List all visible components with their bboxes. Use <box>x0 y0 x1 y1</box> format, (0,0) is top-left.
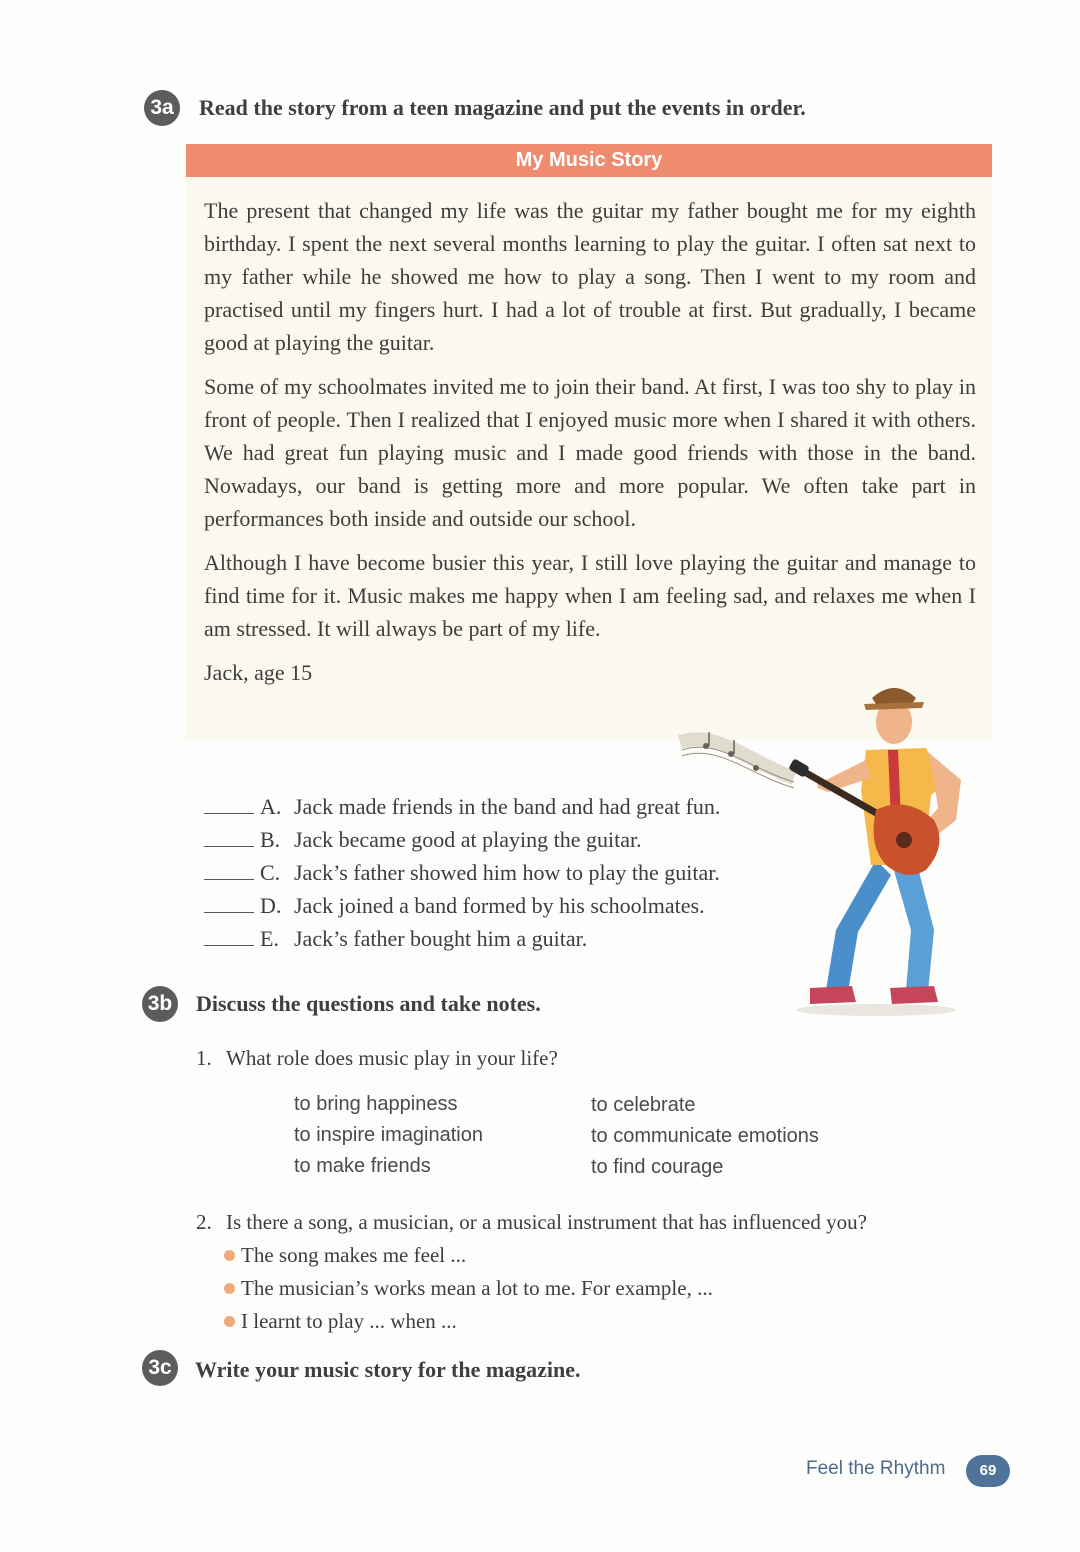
event-item <box>204 859 804 892</box>
event-letter: B. <box>260 827 281 852</box>
option-item: to inspire imagination <box>294 1124 483 1146</box>
event-text: Jack made friends in the band and had great fun. <box>294 794 721 819</box>
option-item: to celebrate <box>591 1094 696 1116</box>
story-paragraph: The present that changed my life was the guitar my father bought me for my eighth birthday. I spent the next several months learning to play the guitar. I often sat next to my father while he showed me how to play a song. Then I went to my room and practised until my fingers hurt. I had a lot of trouble at first. But gradually, I became good at playing the guitar. <box>204 198 976 355</box>
bullet-dot-icon <box>224 1250 235 1261</box>
bullet-dot-icon <box>224 1316 235 1327</box>
instruction-3c: Write your music story for the magazine. <box>195 1357 581 1382</box>
event-text: Jack’s father showed him how to play the guitar. <box>294 860 720 885</box>
prompt-item: The song makes me feel ... <box>224 1239 713 1272</box>
options-right <box>591 1090 819 1183</box>
event-list <box>204 793 804 958</box>
music-notes-icon <box>680 732 794 788</box>
question-number: 1. <box>196 1046 212 1070</box>
options-left <box>294 1089 483 1182</box>
event-item <box>204 793 804 826</box>
event-text: Jack joined a band formed by his schoolmates. <box>294 893 705 918</box>
answer-blank[interactable] <box>204 859 254 880</box>
prompt-item: I learnt to play ... when ... <box>224 1305 713 1338</box>
question-2 <box>196 1210 867 1235</box>
question-text: What role does music play in your life? <box>226 1046 558 1070</box>
instruction-3a: Read the story from a teen magazine and put the events in order. <box>199 95 806 120</box>
instruction-3b: Discuss the questions and take notes. <box>196 991 541 1016</box>
page-number: 69 <box>966 1455 1010 1487</box>
answer-blank[interactable] <box>204 925 254 946</box>
story-body <box>204 194 976 700</box>
event-letter: D. <box>260 893 282 918</box>
question-text: Is there a song, a musician, or a musical instrument that has influenced you? <box>226 1210 867 1234</box>
story-signature: Jack, age 15 <box>204 660 313 685</box>
option-item: to find courage <box>591 1156 724 1178</box>
story-paragraph: Although I have become busier this year, I still love playing the guitar and manage to find time for it. Music makes me happy when I am feeling sad, and relaxes me when I am stressed. It will always be part of my life. <box>204 550 976 641</box>
event-item <box>204 892 804 925</box>
answer-blank[interactable] <box>204 826 254 847</box>
option-item: to bring happiness <box>294 1093 458 1115</box>
event-item <box>204 826 804 859</box>
option-item: to make friends <box>294 1155 431 1177</box>
event-letter: A. <box>260 794 282 819</box>
option-item: to communicate emotions <box>591 1125 819 1147</box>
event-text: Jack became good at playing the guitar. <box>294 827 642 852</box>
event-item <box>204 925 804 958</box>
event-letter: E. <box>260 926 279 951</box>
answer-blank[interactable] <box>204 793 254 814</box>
question-number: 2. <box>196 1210 212 1234</box>
badge-3a: 3a <box>144 90 180 126</box>
answer-blank[interactable] <box>204 892 254 913</box>
story-title: My Music Story <box>186 144 992 177</box>
bullet-dot-icon <box>224 1283 235 1294</box>
unit-title: Feel the Rhythm <box>806 1458 946 1479</box>
event-letter: C. <box>260 860 281 885</box>
event-text: Jack’s father bought him a guitar. <box>294 926 588 951</box>
question-1 <box>196 1046 558 1071</box>
prompt-item: The musician’s works mean a lot to me. For example, ... <box>224 1272 713 1305</box>
prompt-list <box>224 1239 713 1338</box>
story-paragraph: Some of my schoolmates invited me to join their band. At first, I was too shy to play in front of people. Then I realized that I enjoyed music more when I shared it with others. We had great fun playing music and I made good friends with those in the band. Nowadays, our band is getting more and more popular. We often take part in performances both inside and outside our school. <box>204 374 976 531</box>
badge-3c: 3c <box>142 1350 178 1386</box>
badge-3b: 3b <box>142 986 178 1022</box>
